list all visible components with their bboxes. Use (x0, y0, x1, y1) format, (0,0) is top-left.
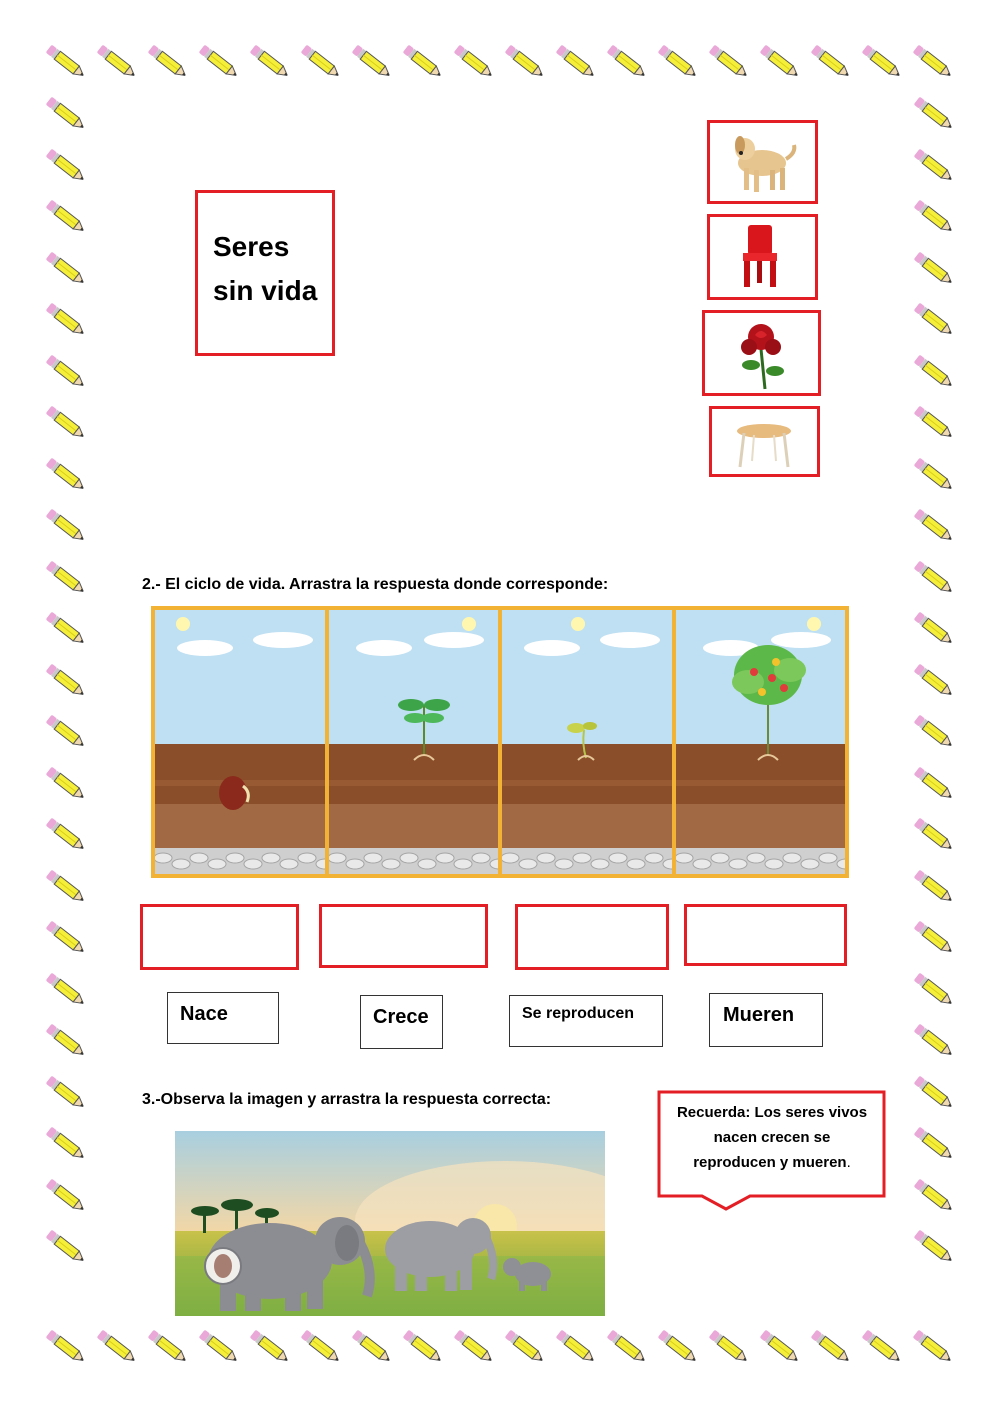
dog-icon (710, 123, 815, 201)
rose-icon (705, 313, 818, 393)
pencil-icon (912, 970, 955, 1008)
pencil-icon (912, 661, 955, 699)
pencil-icon (44, 301, 87, 339)
pencil-icon (912, 404, 955, 442)
pencil-icon (860, 1328, 903, 1366)
pencil-icon (912, 146, 955, 184)
pencil-icon (401, 43, 444, 81)
pencil-icon (809, 43, 852, 81)
pencil-icon (44, 1228, 87, 1266)
chair-icon (710, 217, 815, 297)
pencil-icon (912, 919, 955, 957)
pencil-icon (503, 43, 546, 81)
pencil-icon (248, 1328, 291, 1366)
life-cycle-image (151, 606, 849, 878)
table-icon (712, 409, 817, 474)
pencil-icon (912, 1228, 955, 1266)
pencil-icon (656, 1328, 699, 1366)
pencil-icon (248, 43, 291, 81)
pencil-icon (44, 507, 87, 545)
pencil-icon (401, 1328, 444, 1366)
item-card-dog[interactable] (707, 120, 818, 204)
pencil-icon (707, 43, 750, 81)
pencil-icon (912, 301, 955, 339)
pencil-icon (452, 1328, 495, 1366)
pencil-icon (912, 507, 955, 545)
pencil-icon (44, 1176, 87, 1214)
pencil-icon (912, 816, 955, 854)
pencil-icon (912, 249, 955, 287)
pencil-icon (605, 1328, 648, 1366)
pencil-icon (912, 610, 955, 648)
pencil-icon (44, 249, 87, 287)
pencil-icon (452, 43, 495, 81)
pencil-icon (44, 198, 87, 236)
pencil-icon (912, 198, 955, 236)
pencil-icon (44, 1125, 87, 1163)
pencil-icon (146, 1328, 189, 1366)
pencil-icon (44, 1073, 87, 1111)
pencil-icon (912, 1073, 955, 1111)
pencil-icon (860, 43, 903, 81)
pencil-icon (44, 558, 87, 596)
pencil-icon (912, 455, 955, 493)
pencil-icon (44, 867, 87, 905)
pencil-icon (758, 1328, 801, 1366)
cycle-panel-plant (676, 610, 846, 874)
pencil-icon (95, 1328, 138, 1366)
pencil-icon (44, 1328, 87, 1366)
drop-target-4[interactable] (684, 904, 847, 966)
pencil-icon (350, 1328, 393, 1366)
callout-text (662, 1100, 882, 1175)
pencil-icon (44, 404, 87, 442)
box-title-line1: Seres (213, 231, 290, 262)
pencil-icon (44, 713, 87, 751)
pencil-icon (44, 661, 87, 699)
cycle-panel-seedling (502, 610, 672, 874)
pencil-icon (44, 919, 87, 957)
pencil-icon (44, 1022, 87, 1060)
section-2-heading: 2.- El ciclo de vida. Arrastra la respuesta donde corresponde: (142, 576, 609, 593)
pencil-icon (44, 95, 87, 133)
pencil-icon (299, 43, 342, 81)
box-title-line2: sin vida (213, 275, 318, 306)
answer-crece-label: Crece (373, 1006, 429, 1028)
pencil-icon (912, 1125, 955, 1163)
pencil-icon (44, 146, 87, 184)
pencil-icon (44, 816, 87, 854)
pencil-icon (912, 352, 955, 390)
pencil-icon (809, 1328, 852, 1366)
pencil-icon (299, 1328, 342, 1366)
callout-period: . (846, 1154, 851, 1171)
callout-line-1: Recuerda: Los seres vivos (676, 1104, 868, 1121)
pencil-icon (912, 1176, 955, 1214)
pencil-icon (44, 43, 87, 81)
pencil-icon (503, 1328, 546, 1366)
cycle-panel-seed (155, 610, 325, 874)
pencil-icon (44, 610, 87, 648)
drop-target-1[interactable] (140, 904, 299, 970)
pencil-icon (912, 95, 955, 133)
pencil-icon (197, 1328, 240, 1366)
pencil-icon (146, 43, 189, 81)
pencil-icon (911, 1328, 954, 1366)
callout-line-2: nacen crecen se (713, 1129, 831, 1146)
item-card-rose[interactable] (702, 310, 821, 396)
section-3-heading: 3.-Observa la imagen y arrastra la respuesta correcta: (142, 1091, 552, 1108)
pencil-icon (44, 455, 87, 493)
pencil-icon (707, 1328, 750, 1366)
pencil-icon (95, 43, 138, 81)
pencil-icon (44, 352, 87, 390)
pencil-icon (912, 558, 955, 596)
pencil-icon (197, 43, 240, 81)
drop-target-2[interactable] (319, 904, 488, 968)
answer-nace-label: Nace (180, 1003, 228, 1025)
pencil-icon (758, 43, 801, 81)
callout-line-3: reproducen y mueren (693, 1154, 847, 1171)
pencil-icon (350, 43, 393, 81)
cycle-panel-sprout (329, 610, 499, 874)
drop-target-3[interactable] (515, 904, 669, 970)
pencil-icon (912, 867, 955, 905)
item-card-chair[interactable] (707, 214, 818, 300)
pencil-icon (554, 1328, 597, 1366)
answer-se-reproducen-label: Se reproducen (522, 1005, 635, 1022)
pencil-icon (44, 970, 87, 1008)
pencil-icon (554, 43, 597, 81)
pencil-icon (912, 764, 955, 802)
pencil-icon (912, 1022, 955, 1060)
answer-se-reproducen[interactable] (509, 995, 663, 1047)
pencil-icon (656, 43, 699, 81)
item-card-table[interactable] (709, 406, 820, 477)
pencil-icon (911, 43, 954, 81)
pencil-icon (605, 43, 648, 81)
pencil-icon (44, 764, 87, 802)
answer-mueren[interactable] (709, 993, 823, 1047)
elephants-image (175, 1131, 605, 1316)
answer-crece[interactable] (360, 995, 443, 1049)
answer-mueren-label: Mueren (723, 1004, 795, 1026)
answer-nace[interactable] (167, 992, 279, 1044)
pencil-icon (912, 713, 955, 751)
seres-sin-vida-box[interactable] (195, 190, 335, 356)
